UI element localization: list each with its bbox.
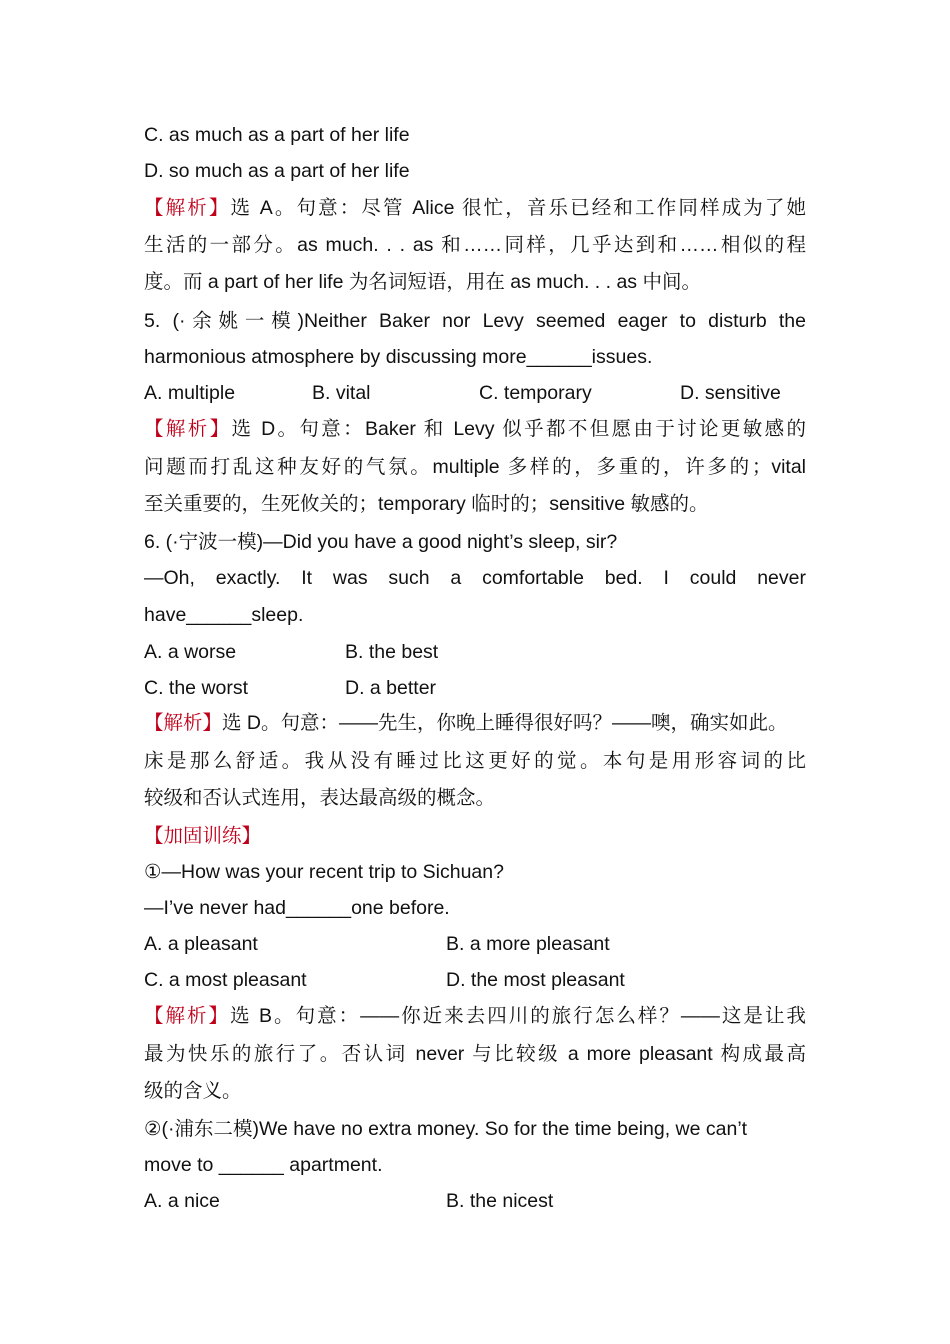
q5-option-b: B. vital — [312, 382, 371, 404]
q4-option-d: D. so much as a part of her life — [144, 160, 410, 182]
q6-stem-line-1: 6. (·宁波一模)—Did you have a good night’s sleep, sir? — [144, 531, 618, 553]
e1-option-b: B. a more pleasant — [446, 933, 610, 955]
q6-analysis-line-2: 床是那么舒适。我从没有睡过比这更好的觉。本句是用形容词的比 — [144, 750, 806, 772]
analysis-text: 选 D。句意：——先生，你晚上睡得很好吗？——噢，确实如此。 — [222, 712, 788, 734]
q6-option-b: B. the best — [345, 641, 439, 663]
q6-option-a: A. a worse — [144, 641, 237, 663]
q6-stem-line-2: —Oh, exactly. It was such a comfortable bed. I could never — [144, 567, 806, 589]
q4-analysis-line-2: 生活的一部分。as much. . . as 和……同样，几乎达到和……相似的程 — [144, 234, 806, 256]
q5-option-d: D. sensitive — [680, 382, 781, 404]
q5-analysis-line-1 — [144, 417, 806, 441]
analysis-text: 选 D。句意：Baker 和 Levy 似乎都不但愿由于讨论更敏感的 — [231, 418, 806, 440]
section-title: 【加固训练】 — [144, 825, 262, 847]
q6-option-d: D. a better — [345, 677, 437, 699]
e1-option-d: D. the most pleasant — [446, 969, 625, 991]
e2-stem-line-2: move to ______ apartment. — [144, 1154, 383, 1176]
e1-option-c: C. a most pleasant — [144, 969, 307, 991]
e1-stem-line-2: —I’ve never had______one before. — [144, 897, 450, 919]
q5-option-a: A. multiple — [144, 382, 236, 404]
e2-option-a: A. a nice — [144, 1190, 220, 1212]
q5-analysis-line-2: 问题而打乱这种友好的气氛。multiple 多样的，多重的，许多的；vital — [144, 456, 806, 478]
q4-option-c: C. as much as a part of her life — [144, 124, 410, 146]
q6-stem-line-3: have______sleep. — [144, 604, 304, 626]
analysis-tag: 【解析】 — [144, 418, 232, 440]
q6-option-c: C. the worst — [144, 677, 249, 699]
q5-stem-line-2: harmonious atmosphere by discussing more______issues. — [144, 346, 653, 368]
e1-analysis-line-3: 级的含义。 — [144, 1080, 242, 1102]
q5-option-c: C. temporary — [479, 382, 592, 404]
e1-stem-line-1: ①—How was your recent trip to Sichuan? — [144, 861, 504, 883]
analysis-text: 选 A。句意：尽管 Alice 很忙，音乐已经和工作同样成为了她 — [230, 197, 806, 219]
q4-analysis-line-1 — [144, 196, 806, 220]
e1-analysis-line-2: 最为快乐的旅行了。否认词 never 与比较级 a more pleasant 构成最高 — [144, 1043, 806, 1065]
e1-option-a: A. a pleasant — [144, 933, 258, 955]
analysis-tag: 【解析】 — [144, 1005, 231, 1027]
analysis-tag: 【解析】 — [144, 197, 231, 219]
e1-analysis-line-1 — [144, 1004, 806, 1028]
analysis-tag: 【解析】 — [144, 712, 223, 734]
analysis-text: 选 B。句意：——你近来去四川的旅行怎么样？——这是让我 — [230, 1005, 806, 1027]
e2-option-b: B. the nicest — [446, 1190, 554, 1212]
q6-analysis-line-1 — [144, 711, 806, 735]
e2-stem-line-1: ②(·浦东二模)We have no extra money. So for the time being, we can’t — [144, 1118, 748, 1140]
q4-analysis-line-3: 度。而 a part of her life 为名词短语，用在 as much. . . as 中间。 — [144, 271, 701, 293]
q6-analysis-line-3: 较级和否认式连用，表达最高级的概念。 — [144, 787, 496, 809]
q5-analysis-line-3: 至关重要的，生死攸关的；temporary 临时的；sensitive 敏感的。 — [144, 493, 709, 515]
q5-stem-line-1: 5. (·余姚一模)Neither Baker nor Levy seemed eager to disturb the — [144, 310, 806, 332]
